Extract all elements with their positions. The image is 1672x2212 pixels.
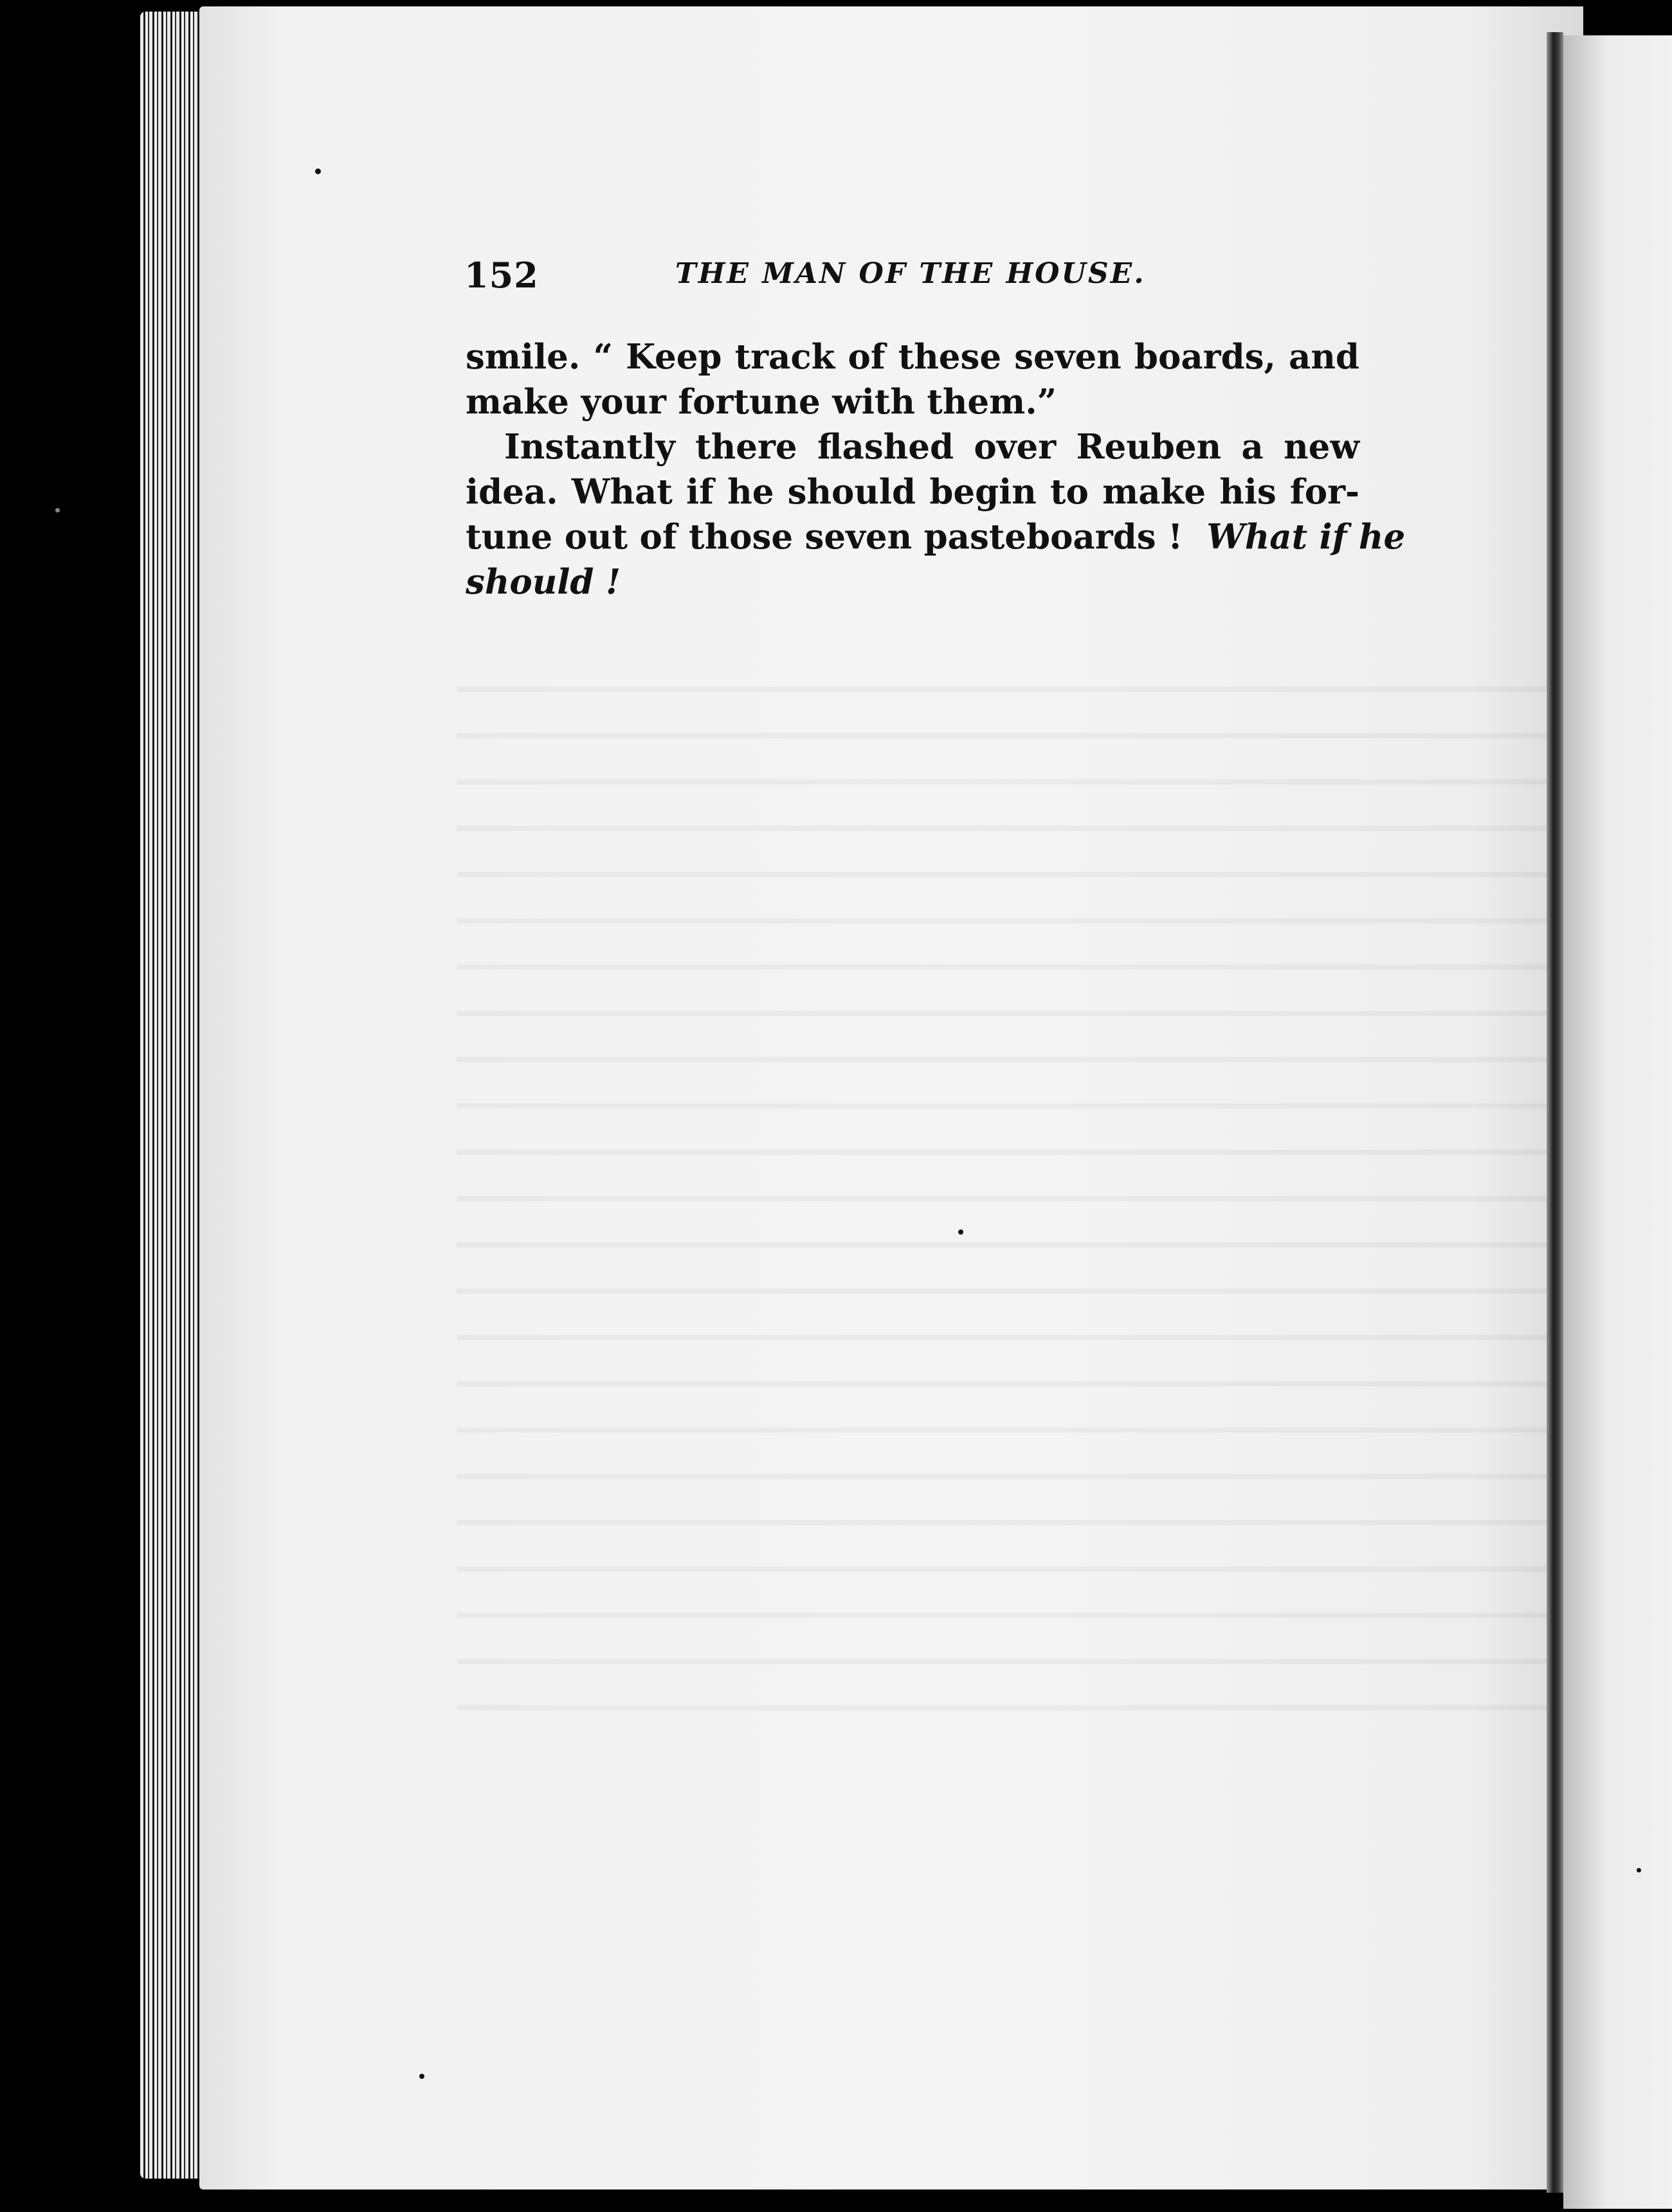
italic-phrase: What if he (1206, 517, 1406, 557)
body-text (466, 334, 1406, 604)
text-line-with-italics (466, 514, 1406, 559)
page-number: 152 (464, 255, 539, 296)
text-line: should ! (466, 562, 621, 602)
text-line: Instantly there flashed over Reuben a new (504, 427, 1359, 467)
dust-speck (419, 2074, 424, 2079)
page-header (464, 255, 1358, 300)
dust-speck (315, 168, 321, 174)
text-line: make your fortune with them.” (466, 382, 1057, 422)
text-line: idea. What if he should begin to make his for- (466, 472, 1359, 512)
dust-speck (55, 508, 60, 512)
bleed-through-text (457, 656, 1563, 1717)
text-line: smile. “ Keep track of these seven boards, and (466, 337, 1359, 377)
text-line-roman: tune out of those seven pasteboards ! (466, 517, 1183, 557)
dust-speck (1637, 1868, 1641, 1872)
dust-speck (958, 1229, 963, 1235)
running-head: THE MAN OF THE HOUSE. (675, 257, 1146, 290)
binding-gutter (1547, 32, 1563, 2193)
facing-page-edge (1563, 35, 1672, 2209)
